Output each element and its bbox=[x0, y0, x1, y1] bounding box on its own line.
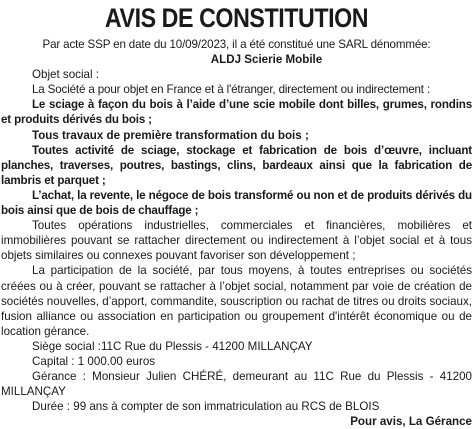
gerance: Gérance : Monsieur Julien CHÉRÉ, demeurant au 11C Rue du Plessis - 41200 MILLANÇAY bbox=[1, 370, 472, 399]
participation-paragraph: La participation de la société, par tous moyens, à toutes entreprises ou sociétés créées ou à créer, pouvant se rattacher à l’objet social, notamment par voie de création de sociétés nouvelles, d’apport, commandite, souscription ou rachat de titres ou droits sociaux, fusion alliance ou association en participation ou groupement d'intérêt économique ou de location gérance. bbox=[1, 264, 472, 338]
activity-item: Le sciage à façon du bois à l’aide d’une scie mobile dont billes, grumes, rondins et produits dérivés du bois ; bbox=[1, 98, 472, 127]
capital: Capital : 1 000.00 euros bbox=[32, 354, 156, 368]
activity-item: L’achat, la revente, le négoce de bois transformé ou non et de produits dérivés du bois ainsi que de bois de chauffage ; bbox=[1, 188, 472, 218]
company-name: ALDJ Scierie Mobile bbox=[210, 53, 323, 67]
objet-intro: La Société a pour objet en France et à l'étranger, directement ou indirectement : bbox=[32, 83, 431, 97]
signature: Pour avis, La Gérance bbox=[350, 415, 472, 429]
siege-social: Siège social :11C Rue du Plessis - 41200 MILLANÇAY bbox=[32, 339, 313, 353]
duree: Durée : 99 ans à compter de son immatriculation au RCS de BLOIS bbox=[32, 400, 380, 414]
notice-title: AVIS DE CONSTITUTION bbox=[104, 3, 369, 33]
legal-notice bbox=[1, 0, 472, 429]
operations-paragraph: Toutes opérations industrielles, commerciales et financières, mobilières et immobilières pouvant se rattacher directement ou indirectement à l’objet social et à tous objets similaires ou connexes pouvant favoriser son développement ; bbox=[1, 219, 472, 263]
activity-item: Tous travaux de première transformation du bois ; bbox=[32, 128, 309, 142]
activity-item: Toutes activité de sciage, stockage et fabrication de bois d’œuvre, incluant planches, traverses, poutres, bastings, clins, bardeaux ainsi que la fabrication de lambris et parquet ; bbox=[1, 143, 472, 187]
objet-label: Objet social : bbox=[32, 68, 100, 82]
notice-intro: Par acte SSP en date du 10/09/2023, il a été constitué une SARL dénommée: bbox=[42, 38, 431, 51]
